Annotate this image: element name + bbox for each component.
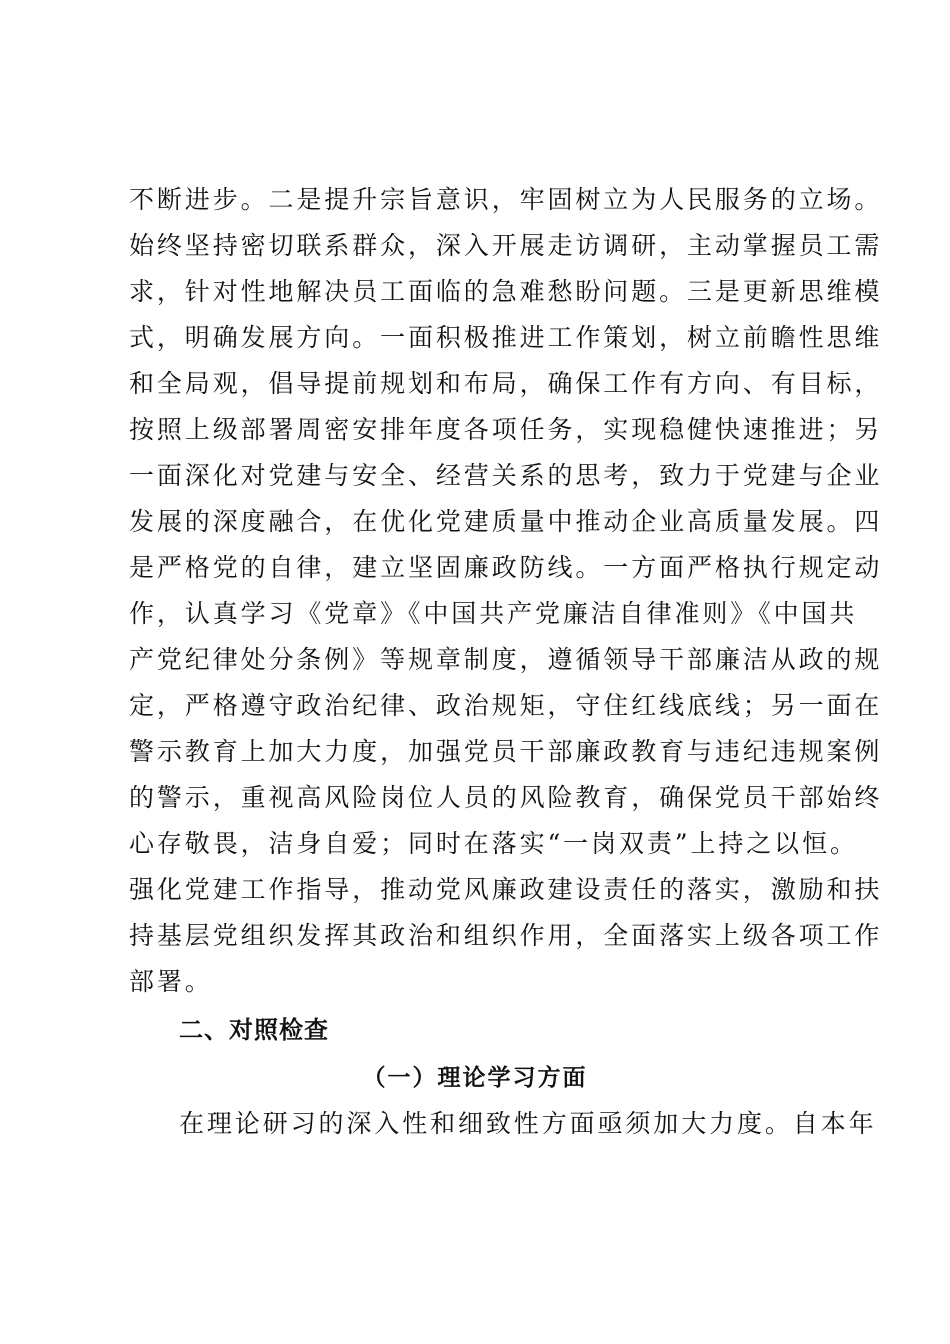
paragraph-line: 部署。 [129, 967, 213, 996]
paragraph-line: 发展的深度融合，在优化党建质量中推动企业高质量发展。四 [129, 507, 883, 536]
paragraph-line: 的警示，重视高风险岗位人员的风险教育，确保党员干部始终 [129, 783, 883, 812]
paragraph-line: 持基层党组织发挥其政治和组织作用，全面落实上级各项工作 [129, 921, 883, 950]
paragraph-line: 心存敬畏，洁身自爱；同时在落实“一岗双责”上持之以恒。 [129, 829, 858, 858]
paragraph-line: 不断进步。二是提升宗旨意识，牢固树立为人民服务的立场。 [129, 185, 883, 214]
paragraph-line: 和全局观，倡导提前规划和布局，确保工作有方向、有目标， [129, 369, 883, 398]
paragraph-line: 按照上级部署周密安排年度各项任务，实现稳健快速推进；另 [129, 415, 883, 444]
subsection-heading: （一）理论学习方面 [362, 1064, 588, 1091]
paragraph-line: 一面深化对党建与安全、经营关系的思考，致力于党建与企业 [129, 461, 883, 490]
paragraph-line: 定，严格遵守政治纪律、政治规矩，守住红线底线；另一面在 [129, 691, 883, 720]
paragraph-line: 强化党建工作指导，推动党风廉政建设责任的落实，激励和扶 [129, 875, 883, 904]
paragraph-line: 式，明确发展方向。一面积极推进工作策划，树立前瞻性思维 [129, 323, 883, 352]
paragraph-line: 求，针对性地解决员工面临的急难愁盼问题。三是更新思维模 [129, 277, 883, 306]
section-heading: 二、对照检查 [179, 1016, 329, 1044]
paragraph-line: 始终坚持密切联系群众，深入开展走访调研，主动掌握员工需 [129, 231, 883, 260]
paragraph-line: 警示教育上加大力度，加强党员干部廉政教育与违纪违规案例 [129, 737, 883, 766]
paragraph-line: 作，认真学习《党章》《中国共产党廉洁自律准则》《中国共 [129, 599, 858, 628]
paragraph-line: 是严格党的自律，建立坚固廉政防线。一方面严格执行规定动 [129, 553, 883, 582]
paragraph-line: 产党纪律处分条例》等规章制度，遵循领导干部廉洁从政的规 [129, 645, 883, 674]
paragraph-line: 在理论研习的深入性和细致性方面亟须加大力度。自本年 [179, 1109, 877, 1138]
